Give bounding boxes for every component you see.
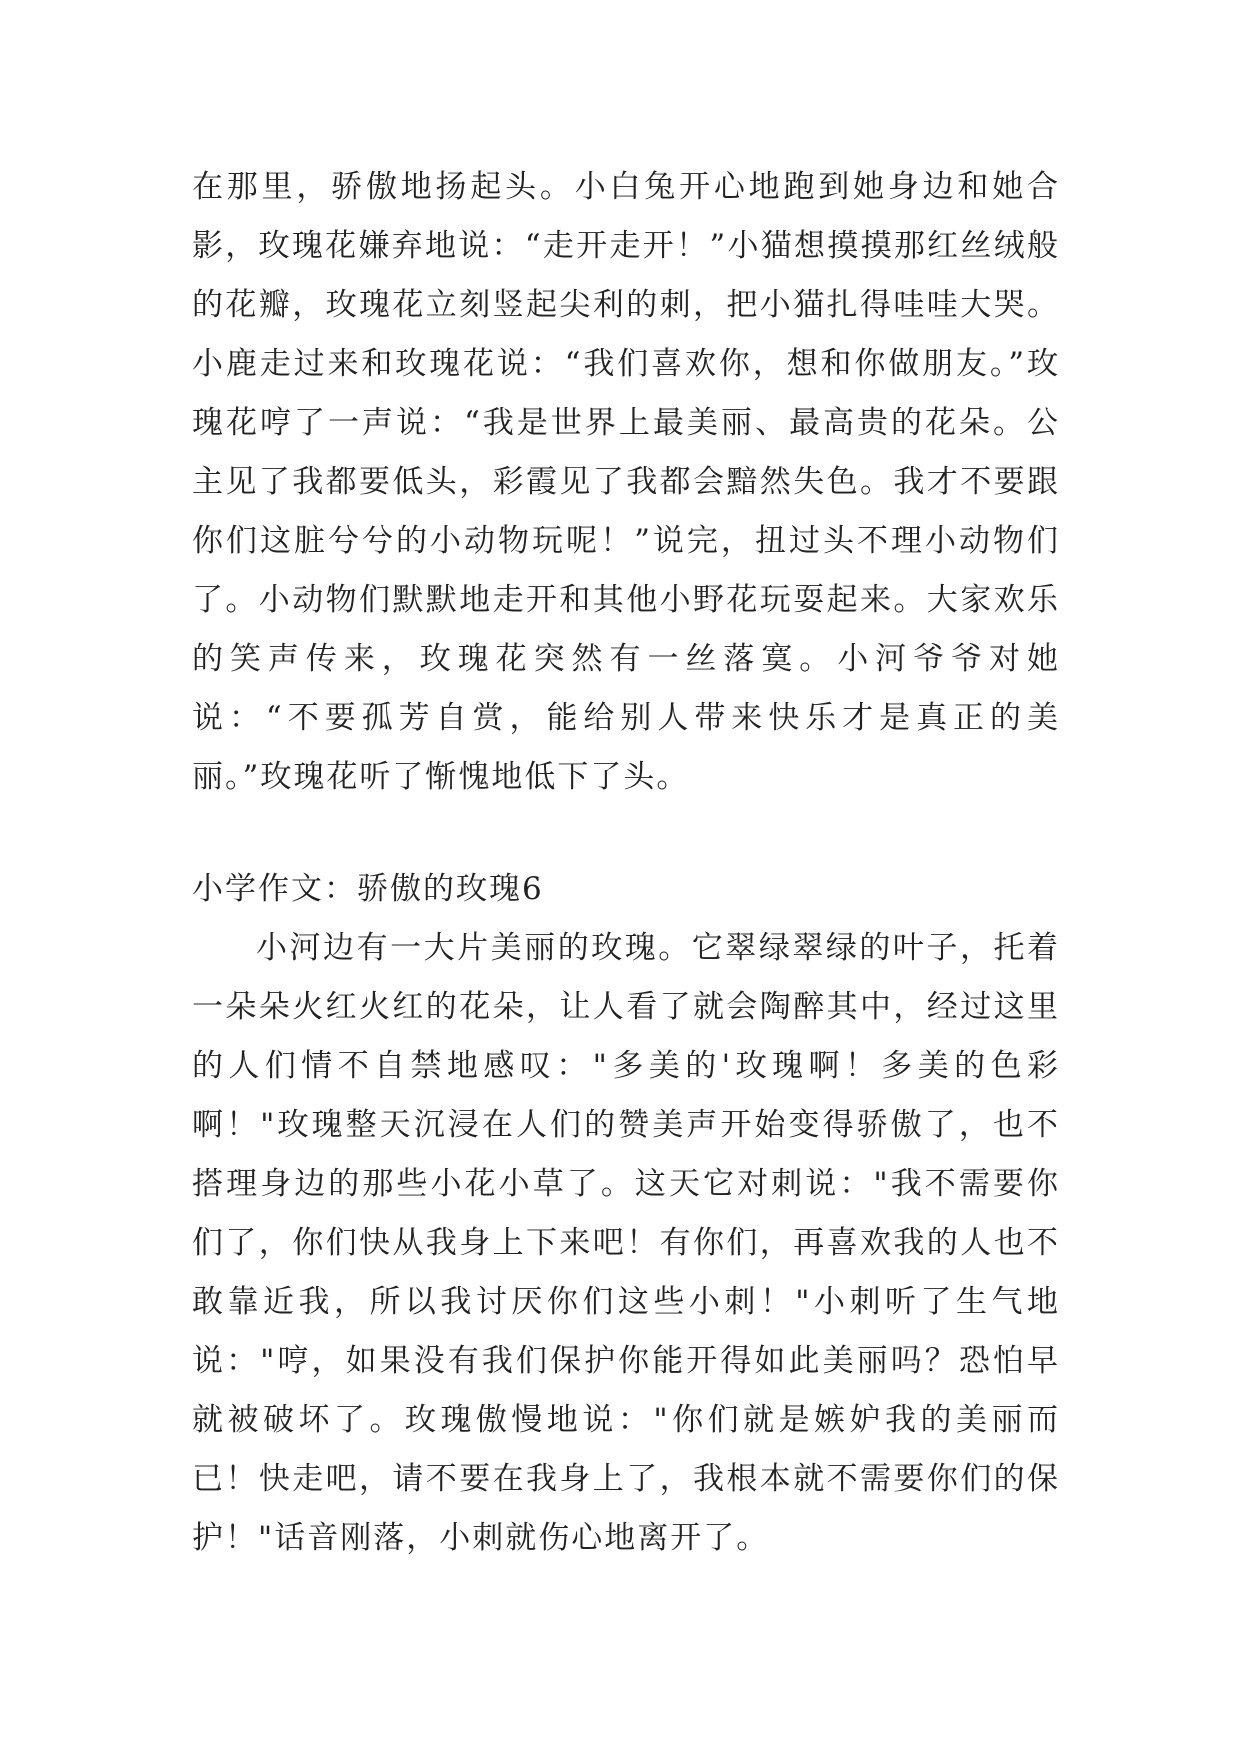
essay-section: [192, 860, 1060, 1568]
continued-text-block: [192, 158, 1060, 807]
continued-paragraph: 在那里，骄傲地扬起头。小白兔开心地跑到她身边和她合影，玫瑰花嫌弃地说：“走开走开！”小猫想摸摸那红丝绒般的花瓣，玫瑰花立刻竖起尖利的刺，把小猫扎得哇哇大哭。小鹿走过来和玫瑰花说：“我们喜欢你，想和你做朋友。”玫瑰花哼了一声说：“我是世界上最美丽、最高贵的花朵。公主见了我都要低头，彩霞见了我都会黯然失色。我才不要跟你们这脏兮兮的小动物玩呢！”说完，扭过头不理小动物们了。小动物们默默地走开和其他小野花玩耍起来。大家欢乐的笑声传来，玫瑰花突然有一丝落寞。小河爷爷对她说：“不要孤芳自赏，能给别人带来快乐才是真正的美丽。”玫瑰花听了惭愧地低下了头。: [192, 169, 1060, 795]
section-heading: 小学作文：骄傲的玫瑰6: [192, 871, 544, 907]
section-body-paragraph: 小河边有一大片美丽的玫瑰。它翠绿翠绿的叶子，托着一朵朵火红火红的花朵，让人看了就会陶醉其中，经过这里的人们情不自禁地感叹："多美的'玫瑰啊！多美的色彩啊！"玫瑰整天沉浸在人们的赞美声开始变得骄傲了，也不搭理身边的那些小花小草了。这天它对刺说："我不需要你们了，你们快从我身上下来吧！有你们，再喜欢我的人也不敢靠近我，所以我讨厌你们这些小刺！"小刺听了生气地说："哼，如果没有我们保护你能开得如此美丽吗？恐怕早就被破坏了。玫瑰傲慢地说："你们就是嫉妒我的美丽而已！快走吧，请不要在我身上了，我根本就不需要你们的保护！"话音刚落，小刺就伤心地离开了。: [192, 930, 1060, 1556]
